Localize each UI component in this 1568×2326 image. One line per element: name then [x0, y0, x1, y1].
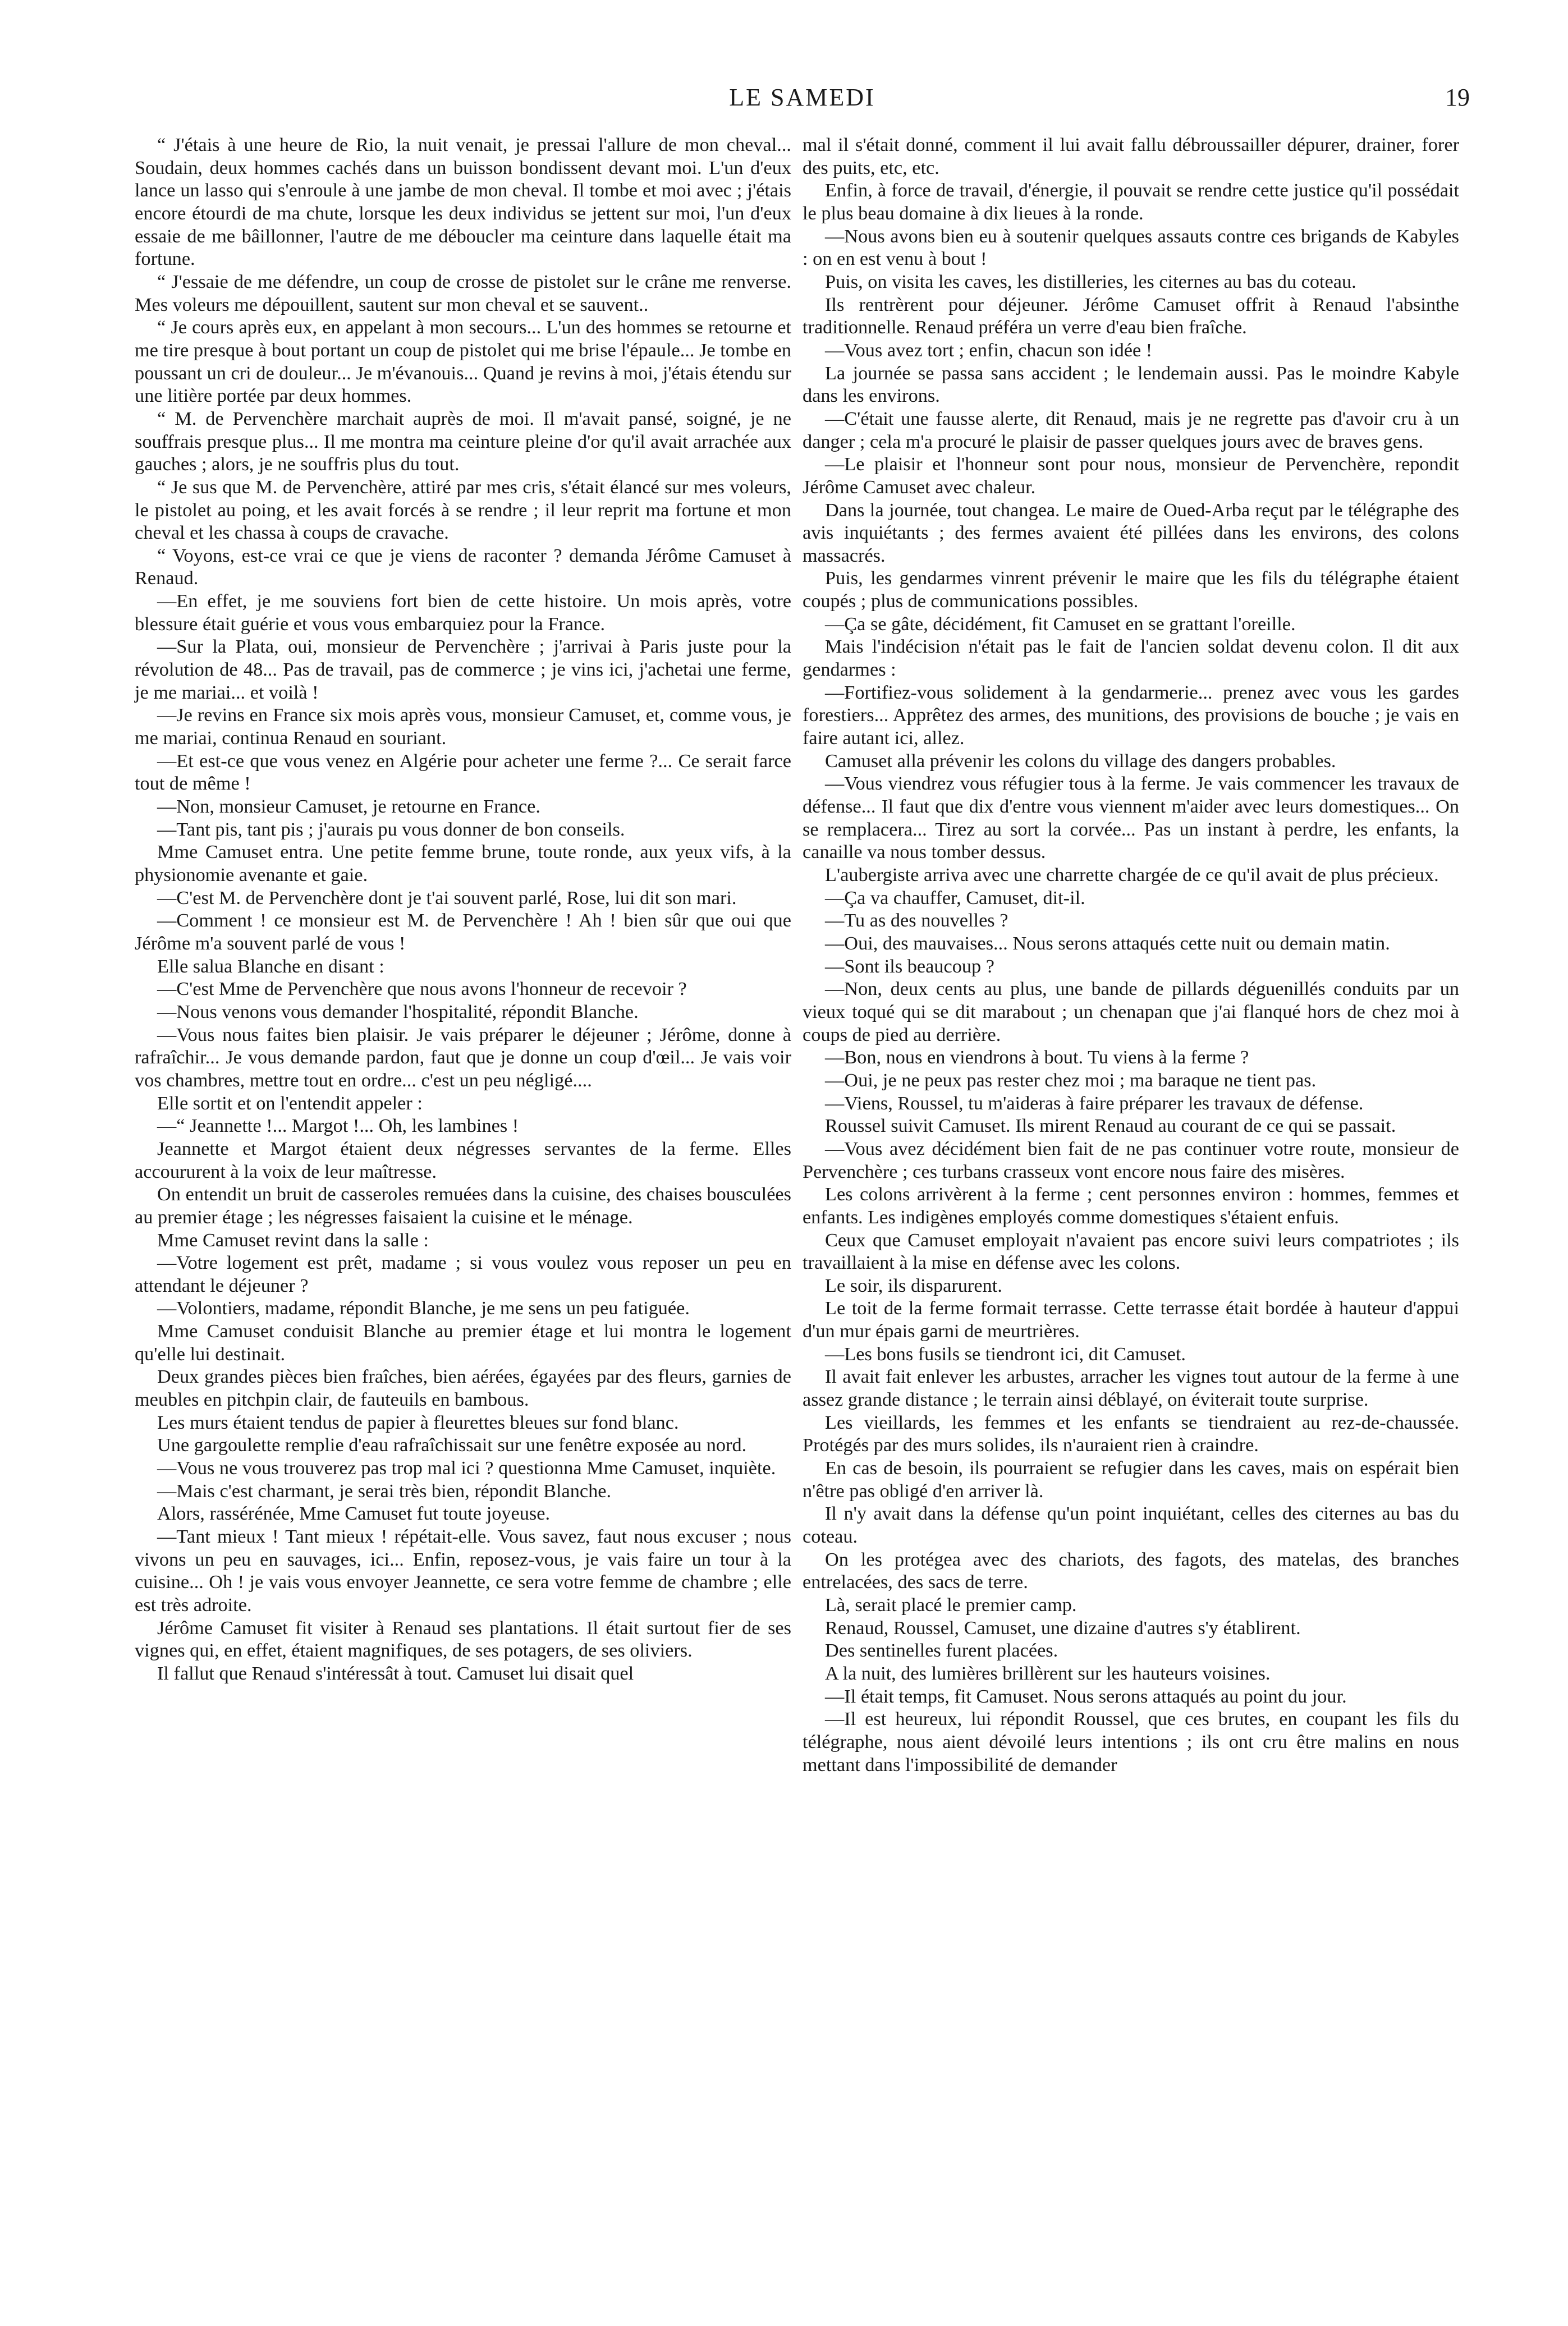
paragraph: “ J'étais à une heure de Rio, la nuit venait, je pressai l'allure de mon cheval... Soudain, deux hommes cachés dans un buisson bondissent devant moi. L'un d'eux lance un lasso qui s'enroule à une jambe de mon cheval. Il tombe et moi avec ; j'étais encore étourdi de ma chute, lorsque les deux individus se jettent sur moi, l'un d'eux essaie de me bâillonner, l'autre de me déboucler ma ceinture dans laquelle était ma fortune.: [135, 134, 791, 270]
paragraph: —Vous viendrez vous réfugier tous à la ferme. Je vais commencer les travaux de défense... Il faut que dix d'entre vous viennent m'aider avec leurs domestiques... On se remplacera... Tirez au sort la corvée... Pas un instant à perdre, les enfants, la canaille va nous tomber dessus.: [803, 773, 1459, 863]
paragraph: Mais l'indécision n'était pas le fait de l'ancien soldat devenu colon. Il dit aux gendarmes :: [803, 636, 1459, 681]
paragraph: “ Voyons, est-ce vrai ce que je viens de raconter ? demanda Jérôme Camuset à Renaud.: [135, 544, 791, 589]
paragraph: —Nous avons bien eu à soutenir quelques assauts contre ces brigands de Kabyles : on en est venu à bout !: [803, 225, 1459, 270]
paragraph: —Mais c'est charmant, je serai très bien, répondit Blanche.: [157, 1480, 612, 1502]
paragraph: —Viens, Roussel, tu m'aideras à faire préparer les travaux de défense.: [825, 1092, 1364, 1114]
paragraph: Il fallut que Renaud s'intéressât à tout. Camuset lui disait quel: [157, 1662, 634, 1684]
right-column: [803, 134, 1459, 1776]
paragraph: Alors, rassérénée, Mme Camuset fut toute joyeuse.: [157, 1503, 551, 1525]
paragraph: —Non, monsieur Camuset, je retourne en France.: [157, 796, 540, 818]
paragraph: L'aubergiste arriva avec une charrette chargée de ce qu'il avait de plus précieux.: [825, 864, 1439, 886]
paragraph: —Fortifiez-vous solidement à la gendarmerie... prenez avec vous les gardes forestiers... Apprêtez des armes, des munitions, des provisions de bouche ; je vais en faire autant ici, allez.: [803, 681, 1459, 749]
paragraph: —Vous ne vous trouverez pas trop mal ici ? questionna Mme Camuset, inquiète.: [157, 1457, 776, 1479]
paragraph: On entendit un bruit de casseroles remuées dans la cuisine, des chaises bousculées au premier étage ; les négresses faisaient la cuisine et le ménage.: [135, 1183, 791, 1228]
paragraph: —Ça va chauffer, Camuset, dit-il.: [825, 887, 1085, 909]
paragraph: Enfin, à force de travail, d'énergie, il pouvait se rendre cette justice qu'il possédait le plus beau domaine à dix lieues à la ronde.: [803, 180, 1459, 224]
paragraph: —Vous avez tort ; enfin, chacun son idée !: [825, 339, 1153, 361]
paragraph: Puis, les gendarmes vinrent prévenir le maire que les fils du télégraphe étaient coupés ; plus de communications possibles.: [803, 567, 1459, 612]
paragraph: mal il s'était donné, comment il lui avait fallu débroussailler dépurer, drainer, forer des puits, etc, etc.: [803, 134, 1459, 178]
paragraph: —“ Jeannette !... Margot !... Oh, les lambines !: [157, 1115, 519, 1137]
paragraph: —C'est Mme de Pervenchère que nous avons l'honneur de recevoir ?: [157, 978, 687, 1000]
paragraph: Elle sortit et on l'entendit appeler :: [157, 1092, 423, 1114]
paragraph: —Votre logement est prêt, madame ; si vous voulez vous reposer un peu en attendant le déjeuner ?: [135, 1252, 791, 1296]
paragraph: A la nuit, des lumières brillèrent sur les hauteurs voisines.: [825, 1662, 1271, 1684]
paragraph: Il n'y avait dans la défense qu'un point inquiétant, celles des citernes au bas du coteau.: [803, 1503, 1459, 1548]
paragraph: On les protégea avec des chariots, des fagots, des matelas, des branches entrelacées, des sacs de terre.: [803, 1548, 1459, 1593]
paragraph: Le soir, ils disparurent.: [825, 1274, 1002, 1296]
paragraph: Jeannette et Margot étaient deux négresses servantes de la ferme. Elles accoururent à la voix de leur maîtresse.: [135, 1137, 791, 1182]
paragraph: —Comment ! ce monsieur est M. de Pervenchère ! Ah ! bien sûr que oui que Jérôme m'a souvent parlé de vous !: [135, 910, 791, 954]
paragraph: —Tant mieux ! Tant mieux ! répétait-elle. Vous savez, faut nous excuser ; nous vivons un peu en sauvages, ici... Enfin, reposez-vous, je vais faire un tour à la cuisine... Oh ! je vais vous envoyer Jeannette, ce sera votre femme de chambre ; elle est très adroite.: [135, 1526, 791, 1616]
paragraph: La journée se passa sans accident ; le lendemain aussi. Pas le moindre Kabyle dans les environs.: [803, 362, 1459, 407]
paragraph: —Vous nous faites bien plaisir. Je vais préparer le déjeuner ; Jérôme, donne à rafraîchir... Je vous demande pardon, faut que je donne un coup d'œil... Je vais voir vos chambres, mettre tout en ordre... c'est un peu négligé....: [135, 1024, 791, 1091]
paragraph: —Tu as des nouvelles ?: [825, 910, 1008, 932]
paragraph: “ M. de Pervenchère marchait auprès de moi. Il m'avait pansé, soigné, je ne souffrais presque plus... Il me montra ma ceinture pleine d'or qu'il avait arrachée aux gauches ; alors, je ne souffris plus du tout.: [135, 407, 791, 475]
paragraph: Jérôme Camuset fit visiter à Renaud ses plantations. Il était surtout fier de ses vignes qui, en effet, étaient magnifiques, de ses potagers, de ses oliviers.: [135, 1617, 791, 1662]
paragraph: —Nous venons vous demander l'hospitalité, répondit Blanche.: [157, 1001, 639, 1022]
paragraph: Là, serait placé le premier camp.: [825, 1594, 1077, 1616]
paragraph: —Tant pis, tant pis ; j'aurais pu vous donner de bon conseils.: [157, 818, 625, 840]
paragraph: Mme Camuset conduisit Blanche au premier étage et lui montra le logement qu'elle lui destinait.: [135, 1320, 791, 1365]
paragraph: Les vieillards, les femmes et les enfants se tiendraient au rez-de-chaussée. Protégés par des murs solides, ils n'auraient rien à craindre.: [803, 1411, 1459, 1456]
paragraph: Le toit de la ferme formait terrasse. Cette terrasse était bordée à hauteur d'appui d'un mur épais garni de meurtrières.: [803, 1297, 1459, 1342]
paragraph: “ J'essaie de me défendre, un coup de crosse de pistolet sur le crâne me renverse. Mes voleurs me dépouillent, sautent sur mon cheval et se sauvent..: [135, 270, 791, 315]
paragraph: —Bon, nous en viendrons à bout. Tu viens à la ferme ?: [825, 1047, 1249, 1068]
paragraph: —C'était une fausse alerte, dit Renaud, mais je ne regrette pas d'avoir cru à un danger ; cela m'a procuré le plaisir de passer quelques jours avec de braves gens.: [803, 407, 1459, 452]
paragraph: Camuset alla prévenir les colons du village des dangers probables.: [825, 750, 1336, 772]
paragraph: Les murs étaient tendus de papier à fleurettes bleues sur fond blanc.: [157, 1411, 679, 1433]
paragraph: —C'est M. de Pervenchère dont je t'ai souvent parlé, Rose, lui dit son mari.: [157, 887, 737, 909]
paragraph: —Sont ils beaucoup ?: [825, 955, 994, 977]
paragraph: —En effet, je me souviens fort bien de cette histoire. Un mois après, votre blessure était guérie et vous vous embarquiez pour la France.: [135, 590, 791, 635]
paragraph: —Les bons fusils se tiendront ici, dit Camuset.: [825, 1343, 1186, 1365]
paragraph: Deux grandes pièces bien fraîches, bien aérées, égayées par des fleurs, garnies de meubles en pitchpin clair, de fauteuils en bambous.: [135, 1366, 791, 1411]
paragraph: Les colons arrivèrent à la ferme ; cent personnes environ : hommes, femmes et enfants. Les indigènes employés comme domestiques s'étaient enfuis.: [803, 1183, 1459, 1228]
paragraph: Roussel suivit Camuset. Ils mirent Renaud au courant de ce qui se passait.: [825, 1115, 1396, 1137]
paragraph: —Sur la Plata, oui, monsieur de Pervenchère ; j'arrivai à Paris juste pour la révolution de 48... Pas de travail, pas de commerce ; je vins ici, j'achetai une ferme, je me mariai... et voilà !: [135, 636, 791, 703]
page-header: [135, 83, 1470, 117]
page-number: 19: [1445, 84, 1470, 111]
paragraph: “ Je cours après eux, en appelant à mon secours... L'un des hommes se retourne et me tire presque à bout portant un coup de pistolet qui me brise l'épaule... Je tombe en poussant un cri de douleur... Je m'évanouis... Quand je revins à moi, j'étais étendu sur une litière portée par deux hommes.: [135, 316, 791, 407]
paragraph: —Il était temps, fit Camuset. Nous serons attaqués au point du jour.: [825, 1685, 1347, 1707]
paragraph: —Oui, des mauvaises... Nous serons attaqués cette nuit ou demain matin.: [825, 932, 1390, 954]
paragraph: Il avait fait enlever les arbustes, arracher les vignes tout autour de la ferme à une assez grande distance ; le terrain ainsi déblayé, on éviterait toute surprise.: [803, 1366, 1459, 1411]
paragraph: —Le plaisir et l'honneur sont pour nous, monsieur de Pervenchère, repondit Jérôme Camuset avec chaleur.: [803, 453, 1459, 498]
paragraph: —Et est-ce que vous venez en Algérie pour acheter une ferme ?... Ce serait farce tout de même !: [135, 750, 791, 795]
paragraph: Une gargoulette remplie d'eau rafraîchissait sur une fenêtre exposée au nord.: [157, 1434, 747, 1456]
paragraph: Mme Camuset entra. Une petite femme brune, toute ronde, aux yeux vifs, à la physionomie avenante et gaie.: [135, 841, 791, 886]
paragraph: —Oui, je ne peux pas rester chez moi ; ma baraque ne tient pas.: [825, 1069, 1317, 1091]
left-column: [135, 134, 791, 1685]
paragraph: —Non, deux cents au plus, une bande de pillards déguenillés conduits par un vieux toqué qui se dit marabout ; un chenapan que j'ai flanqué hors de chez moi à coups de pied au derrière.: [803, 978, 1459, 1045]
paragraph: Ils rentrèrent pour déjeuner. Jérôme Camuset offrit à Renaud l'absinthe traditionnelle. Renaud préféra un verre d'eau bien fraîche.: [803, 293, 1459, 338]
paragraph: Dans la journée, tout changea. Le maire de Oued-Arba reçut par le télégraphe des avis inquiétants ; des fermes avaient été pillées dans les environs, des colons massacrés.: [803, 499, 1459, 566]
paragraph: Des sentinelles furent placées.: [825, 1640, 1058, 1662]
paragraph: Elle salua Blanche en disant :: [157, 955, 384, 977]
paragraph: —Je revins en France six mois après vous, monsieur Camuset, et, comme vous, je me mariai, continua Renaud en souriant.: [135, 704, 791, 749]
paragraph: Ceux que Camuset employait n'avaient pas encore suivi leurs compatriotes ; ils travaillaient à la mise en défense avec les colons.: [803, 1229, 1459, 1274]
paragraph: Puis, on visita les caves, les distilleries, les citernes au bas du coteau.: [825, 270, 1356, 292]
paragraph: En cas de besoin, ils pourraient se refugier dans les caves, mais on espérait bien n'être pas obligé d'en arriver là.: [803, 1457, 1459, 1502]
paragraph: —Ça se gâte, décidément, fit Camuset en se grattant l'oreille.: [825, 613, 1296, 635]
paragraph: —Vous avez décidément bien fait de ne pas continuer votre route, monsieur de Pervenchère ; ces turbans crasseux vont encore nous faire des misères.: [803, 1137, 1459, 1182]
paragraph: Mme Camuset revint dans la salle :: [157, 1229, 429, 1251]
paragraph: Renaud, Roussel, Camuset, une dizaine d'autres s'y établirent.: [825, 1617, 1301, 1639]
paragraph: —Il est heureux, lui répondit Roussel, que ces brutes, en coupant les fils du télégraphe, nous aient dévoilé leurs intentions ; ils ont cru être malins en nous mettant dans l'impossibilité de demander: [803, 1708, 1459, 1776]
page-title: LE SAMEDI: [729, 84, 875, 111]
paragraph: —Volontiers, madame, répondit Blanche, je me sens un peu fatiguée.: [157, 1297, 690, 1319]
paragraph: “ Je sus que M. de Pervenchère, attiré par mes cris, s'était élancé sur mes voleurs, le pistolet au poing, et les avait forcés à se rendre ; il leur reprit ma fortune et mon cheval et les chassa à coups de cravache.: [135, 476, 791, 544]
